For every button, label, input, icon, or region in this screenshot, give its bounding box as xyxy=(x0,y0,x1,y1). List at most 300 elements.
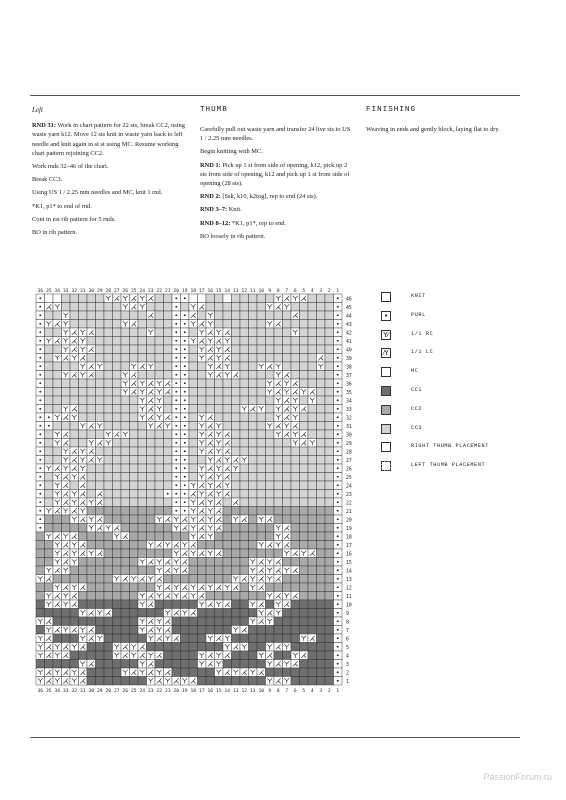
chart-cell xyxy=(45,583,54,592)
chart-cell xyxy=(36,549,45,558)
chart-cell xyxy=(266,634,275,643)
chart-cell xyxy=(181,303,190,312)
chart-cell xyxy=(249,651,258,660)
chart-cell xyxy=(215,575,224,584)
chart-cell xyxy=(130,617,139,626)
chart-cell xyxy=(317,345,326,354)
chart-cell xyxy=(138,524,147,533)
chart-cell xyxy=(113,303,122,312)
chart-cell xyxy=(147,337,156,346)
chart-cell xyxy=(62,422,71,431)
chart-cell xyxy=(155,490,164,499)
chart-cell xyxy=(266,447,275,456)
purl-symbol xyxy=(184,391,186,393)
column-number: 35 xyxy=(45,689,52,694)
chart-cell xyxy=(300,558,309,567)
chart-cell xyxy=(96,473,105,482)
row-number: 24 xyxy=(346,484,352,490)
chart-cell xyxy=(232,303,241,312)
chart-cell xyxy=(308,294,317,303)
column-number: 13 xyxy=(232,689,239,694)
chart-cell xyxy=(104,464,113,473)
chart-cell xyxy=(181,600,190,609)
chart-cell xyxy=(36,609,45,618)
chart-cell xyxy=(300,660,309,669)
chart-cell xyxy=(325,473,334,482)
chart-cell xyxy=(53,515,62,524)
column-number: 28 xyxy=(105,289,112,294)
chart-cell xyxy=(79,651,88,660)
watermark: PassionForum.ru xyxy=(483,772,552,782)
chart-cell xyxy=(291,626,300,635)
purl-symbol xyxy=(184,340,186,342)
purl-symbol xyxy=(184,467,186,469)
chart-cell xyxy=(96,600,105,609)
column-number: 27 xyxy=(113,289,120,294)
purl-symbol xyxy=(39,297,41,299)
chart-cell xyxy=(249,481,258,490)
chart-cell xyxy=(300,422,309,431)
chart-cell xyxy=(155,354,164,363)
legend-swatch xyxy=(381,442,391,452)
chart-cell xyxy=(121,345,130,354)
chart-cell xyxy=(87,473,96,482)
chart-cell xyxy=(53,660,62,669)
chart-cell xyxy=(130,541,139,550)
purl-symbol xyxy=(175,416,177,418)
purl-symbol xyxy=(184,459,186,461)
chart-cell xyxy=(104,354,113,363)
chart-cell xyxy=(121,473,130,482)
chart-cell xyxy=(189,473,198,482)
chart-cell xyxy=(79,430,88,439)
chart-cell xyxy=(53,634,62,643)
chart-cell xyxy=(104,498,113,507)
chart-cell xyxy=(104,575,113,584)
chart-cell xyxy=(300,507,309,516)
chart-cell xyxy=(274,481,283,490)
chart-cell xyxy=(283,617,292,626)
chart-cell xyxy=(249,430,258,439)
row-number: 7 xyxy=(346,629,349,634)
row-number: 10 xyxy=(346,603,352,609)
chart-cell xyxy=(232,651,241,660)
chart-cell xyxy=(104,549,113,558)
chart-cell xyxy=(198,456,207,465)
chart-cell xyxy=(325,439,334,448)
row-number: 34 xyxy=(346,399,352,405)
chart-cell xyxy=(300,379,309,388)
chart-cell xyxy=(138,345,147,354)
chart-cell xyxy=(198,371,207,380)
chart-cell xyxy=(240,566,249,575)
column-number: 19 xyxy=(181,689,188,694)
chart-cell xyxy=(79,396,88,405)
chart-cell xyxy=(96,677,105,686)
chart-cell xyxy=(45,524,54,533)
column-number: 31 xyxy=(79,689,86,694)
chart-cell xyxy=(317,558,326,567)
purl-symbol xyxy=(337,374,339,376)
chart-cell xyxy=(96,354,105,363)
chart-cell xyxy=(240,541,249,550)
chart-cell xyxy=(266,498,275,507)
chart-cell xyxy=(155,600,164,609)
instruction-paragraph xyxy=(32,215,187,224)
chart-cell xyxy=(317,439,326,448)
chart-cell xyxy=(104,379,113,388)
chart-cell xyxy=(308,558,317,567)
chart-cell xyxy=(172,626,181,635)
column-number: 18 xyxy=(190,289,197,294)
chart-cell xyxy=(113,388,122,397)
chart-cell xyxy=(104,660,113,669)
chart-cell xyxy=(317,541,326,550)
chart-cell xyxy=(36,558,45,567)
chart-cell xyxy=(215,311,224,320)
chart-cell xyxy=(87,379,96,388)
chart-cell xyxy=(130,626,139,635)
chart-cell xyxy=(308,583,317,592)
row-number: 46 xyxy=(346,297,352,303)
chart-cell xyxy=(300,541,309,550)
purl-symbol xyxy=(184,476,186,478)
instruction-paragraph xyxy=(32,202,187,211)
chart-cell xyxy=(53,362,62,371)
chart-cell xyxy=(215,558,224,567)
chart-cell xyxy=(308,337,317,346)
chart-cell xyxy=(283,362,292,371)
chart-cell xyxy=(172,643,181,652)
chart-cell xyxy=(308,464,317,473)
chart-cell xyxy=(130,558,139,567)
purl-symbol xyxy=(39,416,41,418)
chart-cell xyxy=(147,473,156,482)
chart-cell xyxy=(308,490,317,499)
chart-cell xyxy=(232,413,241,422)
column-number: 7 xyxy=(285,689,289,694)
legend-label: CC1 xyxy=(411,386,423,393)
chart-cell xyxy=(96,405,105,414)
chart-cell xyxy=(257,456,266,465)
chart-cell xyxy=(317,566,326,575)
purl-symbol xyxy=(337,544,339,546)
instruction-paragraph xyxy=(200,219,355,228)
chart-cell xyxy=(130,583,139,592)
chart-cell xyxy=(164,320,173,329)
purl-symbol xyxy=(337,654,339,656)
column-number: 29 xyxy=(96,689,103,694)
chart-cell xyxy=(249,303,258,312)
chart-cell xyxy=(96,592,105,601)
chart-cell xyxy=(130,311,139,320)
chart-cell xyxy=(215,413,224,422)
chart-cell xyxy=(96,388,105,397)
purl-symbol xyxy=(337,476,339,478)
chart-cell xyxy=(138,609,147,618)
chart-cell xyxy=(45,515,54,524)
chart-cell xyxy=(325,626,334,635)
purl-symbol xyxy=(184,493,186,495)
chart-cell xyxy=(121,583,130,592)
chart-cell xyxy=(138,498,147,507)
chart-cell xyxy=(308,379,317,388)
purl-symbol xyxy=(337,408,339,410)
column-number: 24 xyxy=(139,689,146,694)
round-label: RND 3–7: xyxy=(200,206,228,214)
chart-cell xyxy=(96,345,105,354)
chart-cell xyxy=(257,447,266,456)
chart-cell xyxy=(147,354,156,363)
chart-cell xyxy=(121,328,130,337)
purl-symbol xyxy=(184,323,186,325)
chart-cell xyxy=(138,337,147,346)
legend-label: CC2 xyxy=(411,405,423,412)
chart-cell xyxy=(45,473,54,482)
chart-cell xyxy=(317,490,326,499)
chart-cell xyxy=(130,549,139,558)
chart-cell xyxy=(53,388,62,397)
finishing-heading: FINISHING xyxy=(366,106,417,114)
chart-cell xyxy=(300,490,309,499)
chart-cell xyxy=(164,524,173,533)
chart-cell xyxy=(96,617,105,626)
chart-cell xyxy=(215,532,224,541)
column-number: 27 xyxy=(113,689,120,694)
chart-cell xyxy=(317,405,326,414)
purl-symbol xyxy=(39,433,41,435)
chart-cell xyxy=(325,328,334,337)
chart-cell xyxy=(215,541,224,550)
purl-symbol xyxy=(337,646,339,648)
chart-cell xyxy=(121,524,130,533)
chart-cell xyxy=(300,303,309,312)
chart-cell xyxy=(317,668,326,677)
chart-cell xyxy=(70,303,79,312)
chart-cell xyxy=(121,456,130,465)
legend-swatch xyxy=(381,424,391,434)
chart-cell xyxy=(70,311,79,320)
chart-cell xyxy=(113,379,122,388)
chart-cell xyxy=(189,345,198,354)
instruction-text: Cont in est rib pattern for 5 rnds. xyxy=(32,215,116,223)
chart-cell xyxy=(249,532,258,541)
chart-cell xyxy=(104,303,113,312)
chart-cell xyxy=(317,617,326,626)
chart-cell xyxy=(113,490,122,499)
chart-cell xyxy=(215,320,224,329)
chart-cell xyxy=(189,379,198,388)
purl-symbol xyxy=(337,425,339,427)
chart-cell xyxy=(232,541,241,550)
chart-cell xyxy=(215,609,224,618)
chart-cell xyxy=(240,660,249,669)
purl-symbol xyxy=(337,331,339,333)
chart-cell xyxy=(147,583,156,592)
chart-cell xyxy=(189,362,198,371)
purl-symbol xyxy=(337,535,339,537)
chart-cell xyxy=(257,396,266,405)
row-number: 4 xyxy=(346,654,349,660)
chart-cell xyxy=(266,600,275,609)
purl-symbol xyxy=(39,450,41,452)
chart-cell xyxy=(113,609,122,618)
chart-cell xyxy=(79,294,88,303)
chart-cell xyxy=(232,609,241,618)
chart-cell xyxy=(249,626,258,635)
row-number: 11 xyxy=(346,595,352,600)
row-number: 2 xyxy=(346,671,349,677)
chart-cell xyxy=(317,371,326,380)
chart-cell xyxy=(164,507,173,516)
chart-cell xyxy=(36,600,45,609)
chart-cell xyxy=(189,566,198,575)
chart-cell xyxy=(291,303,300,312)
chart-cell xyxy=(147,643,156,652)
instruction-text: Knit. xyxy=(227,206,242,214)
chart-cell xyxy=(223,396,232,405)
chart-cell xyxy=(308,651,317,660)
purl-symbol xyxy=(175,348,177,350)
chart-cell xyxy=(138,447,147,456)
purl-symbol xyxy=(184,450,186,452)
chart-cell xyxy=(113,396,122,405)
purl-symbol xyxy=(167,493,169,495)
chart-cell xyxy=(87,600,96,609)
chart-cell xyxy=(164,643,173,652)
chart-cell xyxy=(155,643,164,652)
chart-cell xyxy=(232,532,241,541)
chart-cell xyxy=(87,464,96,473)
purl-symbol xyxy=(184,433,186,435)
chart-cell xyxy=(325,422,334,431)
chart-cell xyxy=(283,447,292,456)
chart-cell xyxy=(257,524,266,533)
column-number: 10 xyxy=(258,689,265,694)
chart-cell xyxy=(198,379,207,388)
chart-cell xyxy=(70,524,79,533)
chart-cell xyxy=(113,447,122,456)
chart-cell xyxy=(291,558,300,567)
chart-cell xyxy=(104,447,113,456)
chart-cell xyxy=(113,583,122,592)
purl-symbol xyxy=(39,510,41,512)
chart-cell xyxy=(113,337,122,346)
chart-cell xyxy=(104,566,113,575)
chart-cell xyxy=(104,532,113,541)
chart-cell xyxy=(121,311,130,320)
chart-cell xyxy=(113,405,122,414)
chart-cell xyxy=(130,354,139,363)
chart-cell xyxy=(249,549,258,558)
instruction-text: BO in rib pattern. xyxy=(32,229,78,237)
chart-cell xyxy=(232,566,241,575)
chart-cell xyxy=(96,643,105,652)
purl-symbol xyxy=(337,357,339,359)
purl-symbol xyxy=(337,433,339,435)
chart-cell xyxy=(283,651,292,660)
legend-swatch xyxy=(381,461,391,471)
chart-cell xyxy=(300,354,309,363)
chart-cell xyxy=(232,660,241,669)
chart-cell xyxy=(257,677,266,686)
chart-cell xyxy=(87,413,96,422)
chart-cell xyxy=(317,592,326,601)
chart-cell xyxy=(257,388,266,397)
column-number: 21 xyxy=(164,289,171,294)
chart-cell xyxy=(308,345,317,354)
chart-cell xyxy=(53,447,62,456)
chart-cell xyxy=(155,481,164,490)
chart-cell xyxy=(249,337,258,346)
chart-cell xyxy=(325,388,334,397)
chart-cell xyxy=(96,558,105,567)
chart-cell xyxy=(96,447,105,456)
instruction-text: *K1, p1* to end of rnd. xyxy=(32,202,92,210)
instruction-text: Work rnds 32–46 of the chart. xyxy=(32,163,109,171)
chart-cell xyxy=(164,371,173,380)
chart-cell xyxy=(138,583,147,592)
purl-symbol xyxy=(39,408,41,410)
purl-symbol xyxy=(39,323,41,325)
chart-cell xyxy=(249,490,258,499)
column-number: 11 xyxy=(249,289,256,294)
chart-cell xyxy=(104,320,113,329)
chart-cell xyxy=(325,294,334,303)
chart-cell xyxy=(155,524,164,533)
chart-cell xyxy=(138,311,147,320)
chart-cell xyxy=(147,566,156,575)
chart-cell xyxy=(96,413,105,422)
chart-cell xyxy=(130,337,139,346)
purl-symbol xyxy=(337,399,339,401)
column-number: 18 xyxy=(190,689,197,694)
chart-cell xyxy=(240,388,249,397)
chart-cell xyxy=(121,337,130,346)
chart-cell xyxy=(96,668,105,677)
chart-cell xyxy=(215,379,224,388)
chart-cell xyxy=(317,447,326,456)
chart-cell xyxy=(96,583,105,592)
purl-symbol xyxy=(184,408,186,410)
row-number: 37 xyxy=(346,374,352,379)
chart-cell xyxy=(113,677,122,686)
chart-cell xyxy=(240,430,249,439)
chart-cell xyxy=(325,532,334,541)
chart-cell xyxy=(189,651,198,660)
chart-cell xyxy=(45,371,54,380)
legend-swatch xyxy=(381,292,391,302)
chart-cell xyxy=(240,345,249,354)
purl-symbol xyxy=(337,467,339,469)
chart-cell xyxy=(138,541,147,550)
instruction-paragraph xyxy=(200,192,355,201)
chart-cell xyxy=(79,575,88,584)
purl-symbol xyxy=(184,374,186,376)
chart-cell xyxy=(249,643,258,652)
purl-symbol xyxy=(337,671,339,673)
chart-cell xyxy=(164,345,173,354)
chart-cell xyxy=(62,362,71,371)
chart-cell xyxy=(300,371,309,380)
purl-symbol xyxy=(39,348,41,350)
chart-cell xyxy=(325,600,334,609)
chart-cell xyxy=(87,354,96,363)
chart-cell xyxy=(232,362,241,371)
chart-cell xyxy=(325,354,334,363)
chart-cell xyxy=(121,447,130,456)
chart-cell xyxy=(266,430,275,439)
